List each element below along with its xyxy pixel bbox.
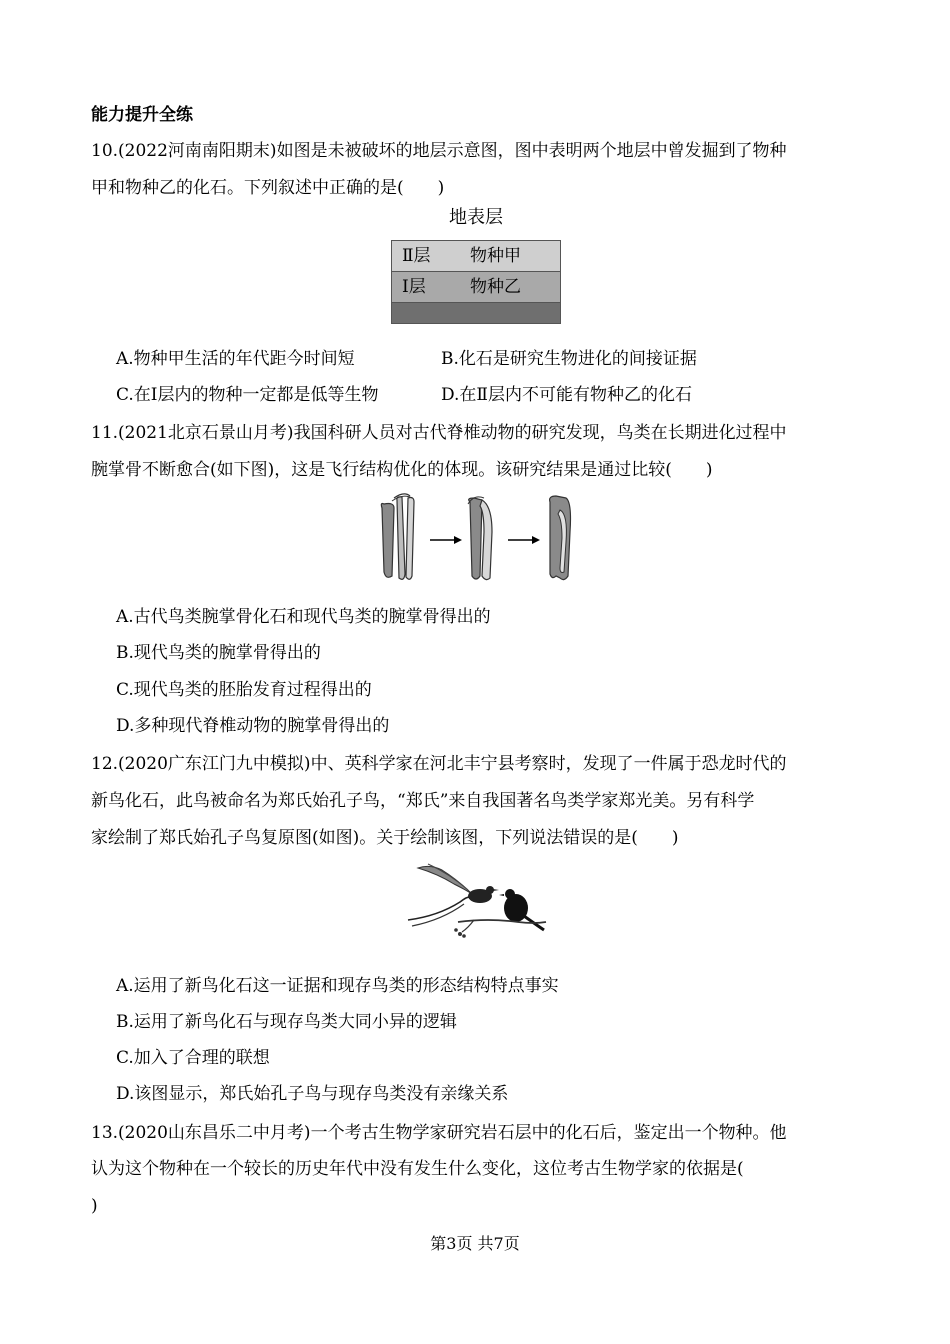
q10-option-d: D.在Ⅱ层内不可能有物种乙的化石 [441,385,692,405]
q11-stem-line2: 腕掌骨不断愈合(如下图)，这是飞行结构优化的体现。该研究结果是通过比较( ) [91,460,713,480]
page-footer: 第3页 共7页 [430,1234,520,1253]
q13-stem-line1: 13.(2020山东昌乐二中月考)一个考古生物学家研究岩石层中的化石后，鉴定出一个物种。他 [91,1123,787,1143]
layer-1-species: 物种乙 [470,277,521,297]
surface-layer-label: 地表层 [449,207,503,228]
q12-stem-line2: 新鸟化石，此鸟被命名为郑氏始孔子鸟，“郑氏”来自我国著名鸟类学家郑光美。另有科学 [91,791,755,811]
layer-1-label: Ⅰ层 [402,277,426,297]
q12-option-a: A.运用了新鸟化石这一证据和现存鸟类的形态结构特点事实 [116,976,559,996]
q13-stem-line3: ) [91,1196,98,1216]
q10-option-c: C.在Ⅰ层内的物种一定都是低等生物 [116,385,379,405]
bone-stage-3 [550,496,571,580]
strata-figure [391,206,561,323]
layer-2-species: 物种甲 [470,246,521,266]
q11-option-d: D.多种现代脊椎动物的腕掌骨得出的 [116,716,390,736]
bone-stage-2 [468,497,492,580]
arrow-1 [430,536,462,544]
bone-stage-1 [381,494,414,579]
q10-option-b: B.化石是研究生物进化的间接证据 [441,349,697,369]
q12-option-c: C.加入了合理的联想 [116,1048,270,1068]
arrow-2 [508,536,540,544]
section-title: 能力提升全练 [91,105,193,125]
q12-option-b: B.运用了新鸟化石与现存鸟类大同小异的逻辑 [116,1012,457,1032]
q10-stem-line1: 10.(2022河南南阳期末)如图是未被破坏的地层示意图，图中表明两个地层中曾发掘到了物种 [91,141,787,161]
q13-stem-line2: 认为这个物种在一个较长的历史年代中没有发生什么变化，这位考古生物学家的依据是( [91,1159,744,1179]
q10-stem-line2: 甲和物种乙的化石。下列叙述中正确的是( ) [91,178,445,198]
q12-stem-line3: 家绘制了郑氏始孔子鸟复原图(如图)。关于绘制该图，下列说法错误的是( ) [91,828,679,848]
layer-2-label: Ⅱ层 [402,246,431,266]
q12-stem-line1: 12.(2020广东江门九中模拟)中、英科学家在河北丰宁县考察时，发现了一件属于恐龙时代的 [91,754,787,774]
bottom-layer [391,302,561,324]
q12-option-d: D.该图显示，郑氏始孔子鸟与现存鸟类没有亲缘关系 [116,1084,509,1104]
q11-stem-line1: 11.(2021北京石景山月考)我国科研人员对古代脊椎动物的研究发现，鸟类在长期进化过程中 [91,423,787,443]
q11-option-c: C.现代鸟类的胚胎发育过程得出的 [116,680,372,700]
confuciusornis-illustration [398,860,550,940]
carpometacarpus-figure [370,492,590,584]
q10-option-a: A.物种甲生活的年代距今时间短 [116,349,355,369]
layer-1 [391,271,561,303]
q11-option-a: A.古代鸟类腕掌骨化石和现代鸟类的腕掌骨得出的 [116,607,491,627]
q11-option-b: B.现代鸟类的腕掌骨得出的 [116,643,321,663]
layer-2 [391,240,561,272]
